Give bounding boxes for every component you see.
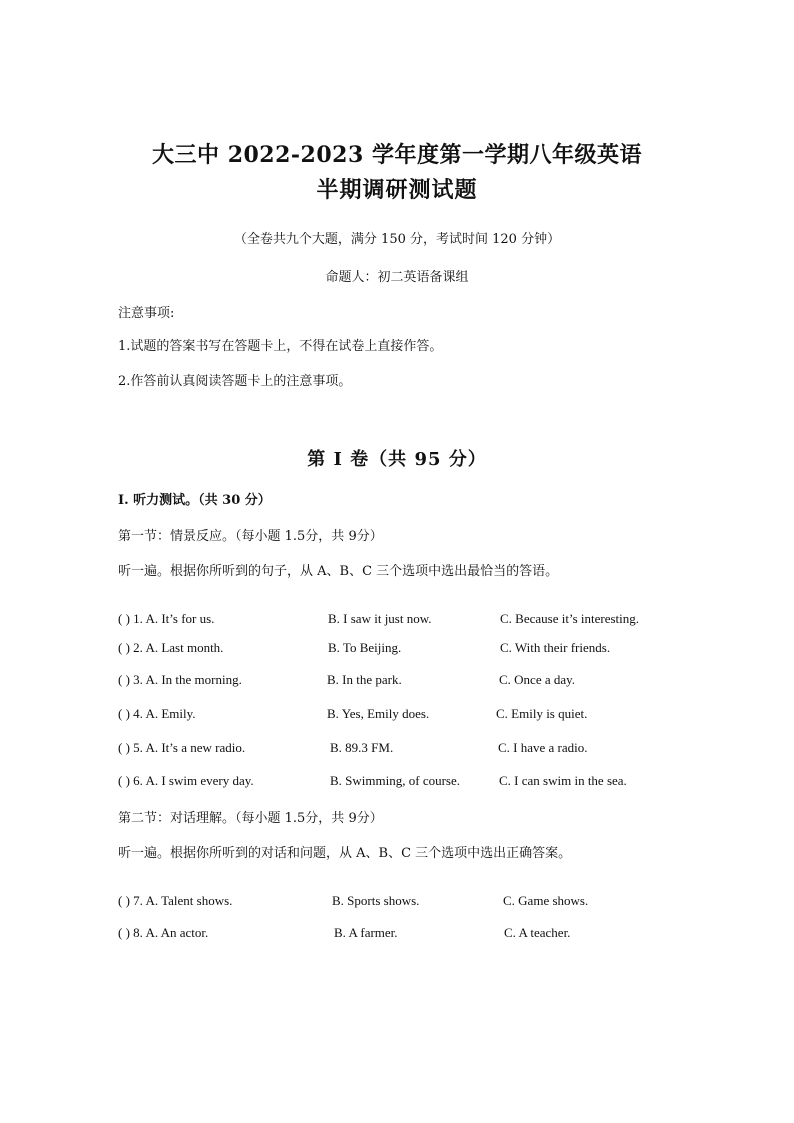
question-option-c: C. With their friends.: [500, 640, 611, 655]
question-option-c: C. I have a radio.: [498, 740, 588, 755]
question-row: [118, 611, 718, 629]
sec2-instruction: 听一遍。根据你所听到的对话和问题，从 A、B、C 三个选项中选出正确答案。: [118, 846, 572, 861]
question-option-b: B. Swimming, of course.: [330, 773, 460, 788]
question-option-c: C. I can swim in the sea.: [499, 773, 627, 788]
question-option-c: C. Once a day.: [499, 672, 576, 687]
question-option-a: ( ) 4. A. Emily.: [118, 706, 196, 721]
question-option-c: C. A teacher.: [504, 925, 571, 940]
part1-title: I. 听力测试。（共 30 分）: [118, 493, 271, 508]
section-title: 第 I 卷（共 95 分）: [307, 449, 487, 470]
exam-title-line1: 大三中 2022-2023 学年度第一学期八年级英语: [152, 142, 642, 168]
exam-title-line2: 半期调研测试题: [316, 177, 478, 203]
question-option-b: B. A farmer.: [334, 925, 398, 940]
question-option-a: ( ) 7. A. Talent shows.: [118, 893, 233, 908]
question-option-a: ( ) 5. A. It’s a new radio.: [118, 740, 246, 755]
question-row: [118, 773, 718, 791]
question-row: [118, 672, 718, 690]
question-option-b: B. To Beijing.: [328, 640, 402, 655]
note-item-1: 1.试题的答案书写在答题卡上，不得在试卷上直接作答。: [118, 339, 443, 354]
question-option-a: ( ) 1. A. It’s for us.: [118, 611, 215, 626]
question-row: [118, 640, 718, 658]
note-item-2: 2.作答前认真阅读答题卡上的注意事项。: [118, 374, 352, 389]
question-row: [118, 925, 718, 943]
sec2-heading: 第二节：对话理解。（每小题 1.5分，共 9分）: [118, 811, 383, 826]
question-option-a: ( ) 2. A. Last month.: [118, 640, 224, 655]
question-row: [118, 706, 718, 724]
question-row: [118, 893, 718, 911]
question-option-a: ( ) 6. A. I swim every day.: [118, 773, 254, 788]
sec1-instruction: 听一遍。根据你所听到的句子，从 A、B、C 三个选项中选出最恰当的答语。: [118, 564, 559, 579]
notes-heading: 注意事项:: [118, 306, 175, 321]
question-option-b: B. Yes, Emily does.: [327, 706, 430, 721]
question-row: [118, 740, 718, 758]
sec1-heading: 第一节：情景反应。（每小题 1.5分，共 9分）: [118, 529, 383, 544]
question-option-a: ( ) 8. A. An actor.: [118, 925, 209, 940]
question-option-a: ( ) 3. A. In the morning.: [118, 672, 242, 687]
question-option-c: C. Because it’s interesting.: [500, 611, 640, 626]
question-option-b: B. In the park.: [327, 672, 402, 687]
exam-author: 命题人：初二英语备课组: [325, 270, 469, 285]
question-option-c: C. Emily is quiet.: [496, 706, 588, 721]
question-option-c: C. Game shows.: [503, 893, 589, 908]
question-option-b: B. Sports shows.: [332, 893, 420, 908]
question-option-b: B. 89.3 FM.: [330, 740, 394, 755]
exam-subtitle: （全卷共九个大题，满分 150 分，考试时间 120 分钟）: [233, 232, 561, 247]
question-option-b: B. I saw it just now.: [328, 611, 432, 626]
